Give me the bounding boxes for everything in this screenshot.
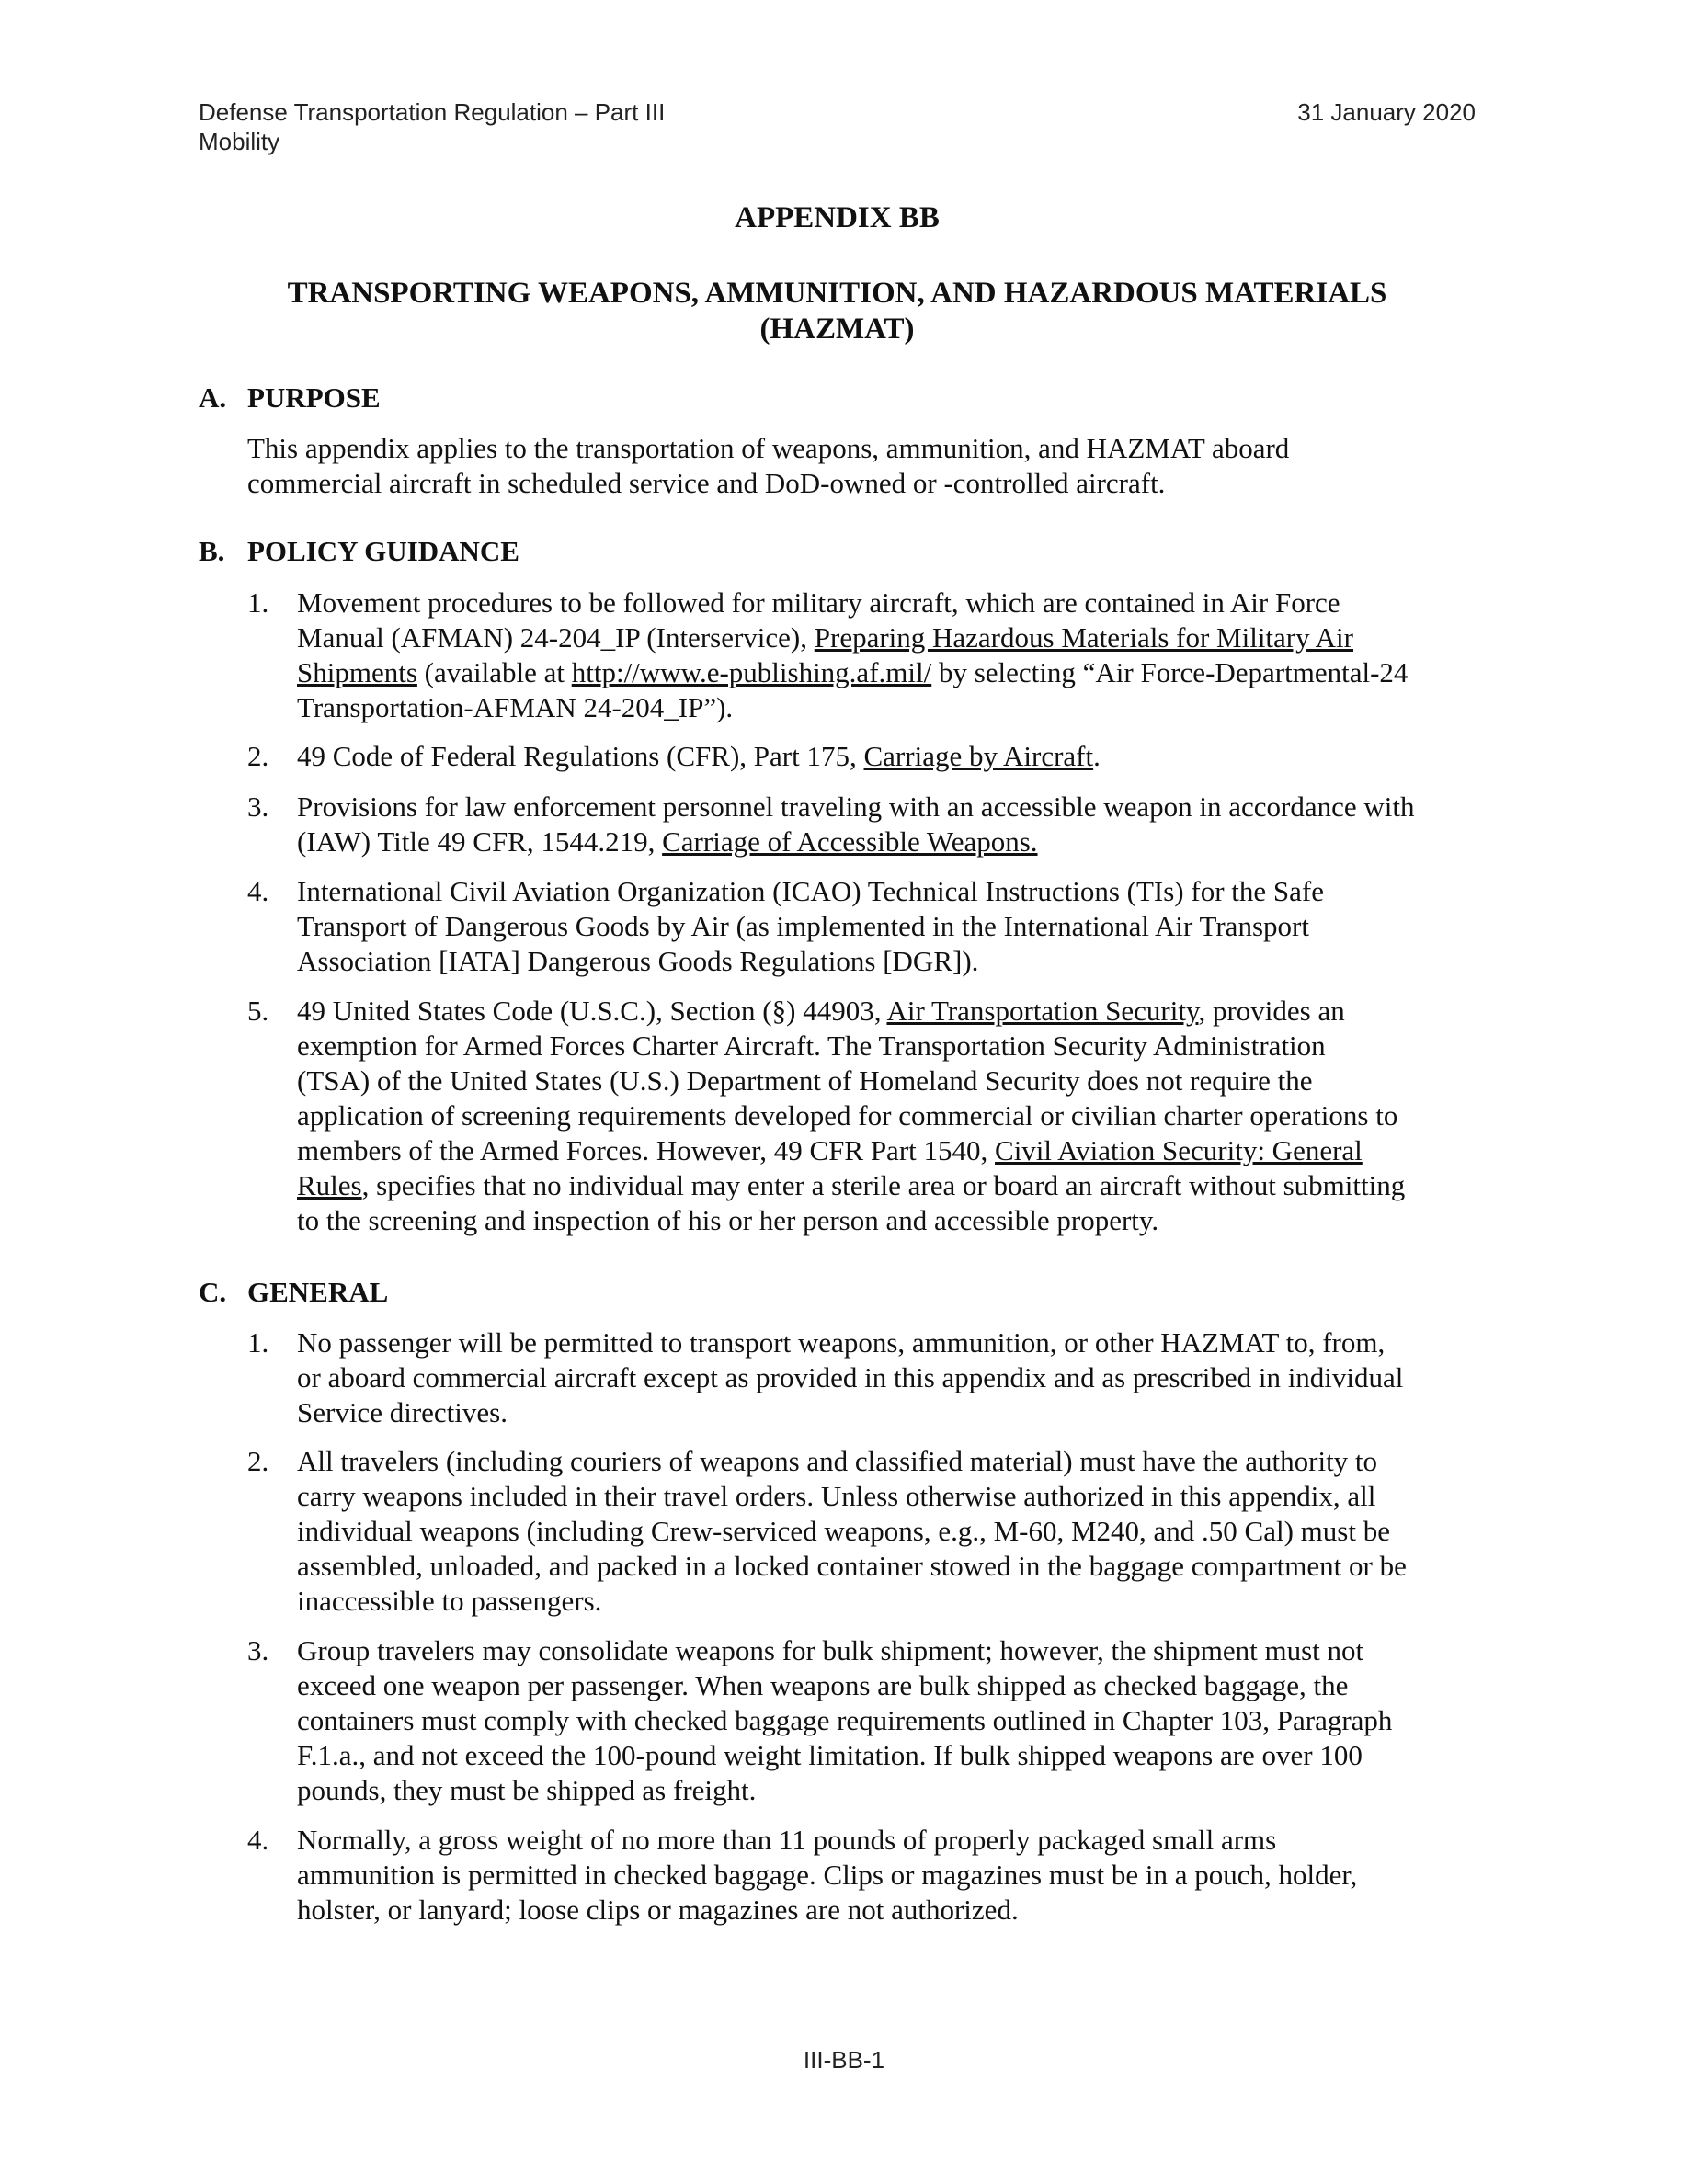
civil-aviation-security-link-cont[interactable]: Rules — [297, 1169, 362, 1201]
text-run: . — [1093, 740, 1101, 772]
carriage-accessible-weapons-link[interactable]: Carriage of Accessible Weapons. — [662, 825, 1038, 858]
text-line — [297, 655, 1492, 690]
text-line: holster, or lanyard; loose clips or magazines are not authorized. — [297, 1894, 1019, 1926]
appendix-title — [199, 276, 1476, 347]
item-number: 5. — [247, 995, 269, 1027]
civil-aviation-security-link[interactable]: Civil Aviation Security: General — [995, 1134, 1363, 1166]
text-line — [297, 994, 1492, 1029]
text-run: (available at — [416, 656, 572, 688]
item-number: 2. — [247, 740, 269, 772]
text-line: application of screening requirements developed for commercial or civilian charter operations to — [297, 1099, 1398, 1132]
text-line: Group travelers may consolidate weapons for bulk shipment; however, the shipment must not — [297, 1634, 1364, 1666]
text-line: exceed one weapon per passenger. When weapons are bulk shipped as checked baggage, the — [297, 1669, 1349, 1701]
list-item — [199, 994, 1492, 1238]
section-letter: B. — [199, 535, 225, 567]
text-line: exemption for Armed Forces Charter Aircraft. The Transportation Security Administration — [297, 1029, 1326, 1062]
page-number: III-BB-1 — [803, 2046, 885, 2074]
list-item — [199, 1444, 1492, 1619]
section-heading — [199, 534, 1486, 569]
item-number: 4. — [247, 1824, 269, 1856]
afman-title-link-cont[interactable]: Shipments — [297, 656, 417, 688]
text-line — [297, 1133, 1492, 1168]
section-policy-guidance — [199, 534, 1486, 1238]
item-number: 4. — [247, 875, 269, 907]
text-line: containers must comply with checked baggage requirements outlined in Chapter 103, Paragraph — [297, 1704, 1393, 1736]
text-run: Manual (AFMAN) 24-204_IP (Interservice), — [297, 621, 815, 654]
list-item — [199, 586, 1492, 725]
text-line: Normally, a gross weight of no more than 11 pounds of properly packaged small arms — [297, 1824, 1277, 1856]
item-number: 3. — [247, 791, 269, 823]
carriage-by-aircraft-link[interactable]: Carriage by Aircraft — [863, 740, 1094, 772]
air-transportation-security-link[interactable]: Air Transportation Security — [886, 995, 1199, 1027]
appendix-label: APPENDIX BB — [735, 201, 940, 234]
text-line: ammunition is permitted in checked baggage. Clips or magazines must be in a pouch, holder, — [297, 1859, 1358, 1891]
text-run: , specifies that no individual may enter a sterile area or board an aircraft without submitting — [361, 1169, 1406, 1201]
header-doc-subtitle: Mobility — [199, 128, 280, 155]
section-heading — [199, 1275, 1486, 1310]
text-line: to the screening and inspection of his or her person and accessible property. — [297, 1204, 1159, 1236]
text-run: by selecting “Air Force-Departmental-24 — [931, 656, 1409, 688]
text-line: Service directives. — [297, 1396, 508, 1428]
item-number: 3. — [247, 1634, 269, 1666]
section-letter: C. — [199, 1276, 227, 1308]
afman-title-link[interactable]: Preparing Hazardous Materials for Military Air — [814, 621, 1353, 654]
text-line: All travelers (including couriers of weapons and classified material) must have the authority to — [297, 1445, 1378, 1477]
text-line: Provisions for law enforcement personnel traveling with an accessible weapon in accordance with — [297, 791, 1415, 823]
text-line: F.1.a., and not exceed the 100-pound weight limitation. If bulk shipped weapons are over 100 — [297, 1739, 1363, 1771]
section-title: PURPOSE — [247, 381, 381, 414]
section-title: POLICY GUIDANCE — [247, 535, 519, 567]
running-header-left — [199, 97, 665, 156]
section-letter: A. — [199, 381, 227, 414]
text-line — [297, 825, 1492, 859]
purpose-paragraph — [247, 431, 1484, 501]
text-line: Transportation-AFMAN 24-204_IP”). — [297, 691, 734, 723]
header-date: 31 January 2020 — [1297, 98, 1476, 126]
text-line: assembled, unloaded, and packed in a locked container stowed in the baggage compartment or be — [297, 1550, 1407, 1582]
text-line: pounds, they must be shipped as freight. — [297, 1774, 757, 1806]
text-line — [297, 739, 1492, 774]
list-item — [199, 1325, 1492, 1430]
general-list — [199, 1325, 1486, 1928]
text-line: carry weapons included in their travel orders. Unless otherwise authorized in this appendix, all — [297, 1480, 1376, 1512]
text-line: individual weapons (including Crew-serviced weapons, e.g., M-60, M240, and .50 Cal) must be — [297, 1515, 1390, 1547]
text-line: No passenger will be permitted to transport weapons, ammunition, or other HAZMAT to, from, — [297, 1326, 1386, 1359]
list-item — [199, 1633, 1492, 1808]
text-line: Transport of Dangerous Goods by Air (as implemented in the International Air Transport — [297, 910, 1309, 942]
list-item — [199, 874, 1492, 979]
section-heading — [199, 381, 1486, 415]
list-item — [199, 739, 1492, 774]
text-line: (TSA) of the United States (U.S.) Department of Homeland Security does not require the — [297, 1064, 1313, 1097]
section-general — [199, 1275, 1486, 1928]
appendix-title-line2: (HAZMAT) — [759, 313, 915, 346]
item-number: 2. — [247, 1445, 269, 1477]
text-run: (IAW) Title 49 CFR, 1544.219, — [297, 825, 663, 858]
item-number: 1. — [247, 1326, 269, 1359]
section-title: GENERAL — [247, 1276, 389, 1308]
header-doc-title: Defense Transportation Regulation – Part III — [199, 98, 666, 126]
list-item — [199, 1823, 1492, 1928]
text-line — [297, 1168, 1492, 1203]
text-line: commercial aircraft in scheduled service and DoD-owned or -controlled aircraft. — [247, 467, 1166, 499]
text-run: members of the Armed Forces. However, 49 CFR Part 1540, — [297, 1134, 996, 1166]
text-line — [297, 620, 1492, 655]
appendix-title-line1: TRANSPORTING WEAPONS, AMMUNITION, AND HAZARDOUS MATERIALS — [287, 277, 1387, 310]
text-line: inaccessible to passengers. — [297, 1585, 602, 1617]
list-item — [199, 790, 1492, 859]
text-line: Association [IATA] Dangerous Goods Regulations [DGR]). — [297, 945, 979, 977]
text-run: 49 United States Code (U.S.C.), Section (§) 44903, — [297, 995, 887, 1027]
text-run: 49 Code of Federal Regulations (CFR), Part 175, — [297, 740, 864, 772]
text-line: This appendix applies to the transportation of weapons, ammunition, and HAZMAT aboard — [247, 432, 1290, 464]
text-line: or aboard commercial aircraft except as provided in this appendix and as prescribed in individual — [297, 1361, 1404, 1393]
text-line: Movement procedures to be followed for military aircraft, which are contained in Air Force — [297, 586, 1340, 619]
item-number: 1. — [247, 586, 269, 619]
e-publishing-link[interactable]: http://www.e-publishing.af.mil/ — [571, 656, 932, 688]
text-run: , provides an — [1198, 995, 1345, 1027]
section-purpose — [199, 381, 1486, 501]
policy-list — [199, 586, 1486, 1238]
text-line: International Civil Aviation Organization (ICAO) Technical Instructions (TIs) for the Safe — [297, 875, 1324, 907]
